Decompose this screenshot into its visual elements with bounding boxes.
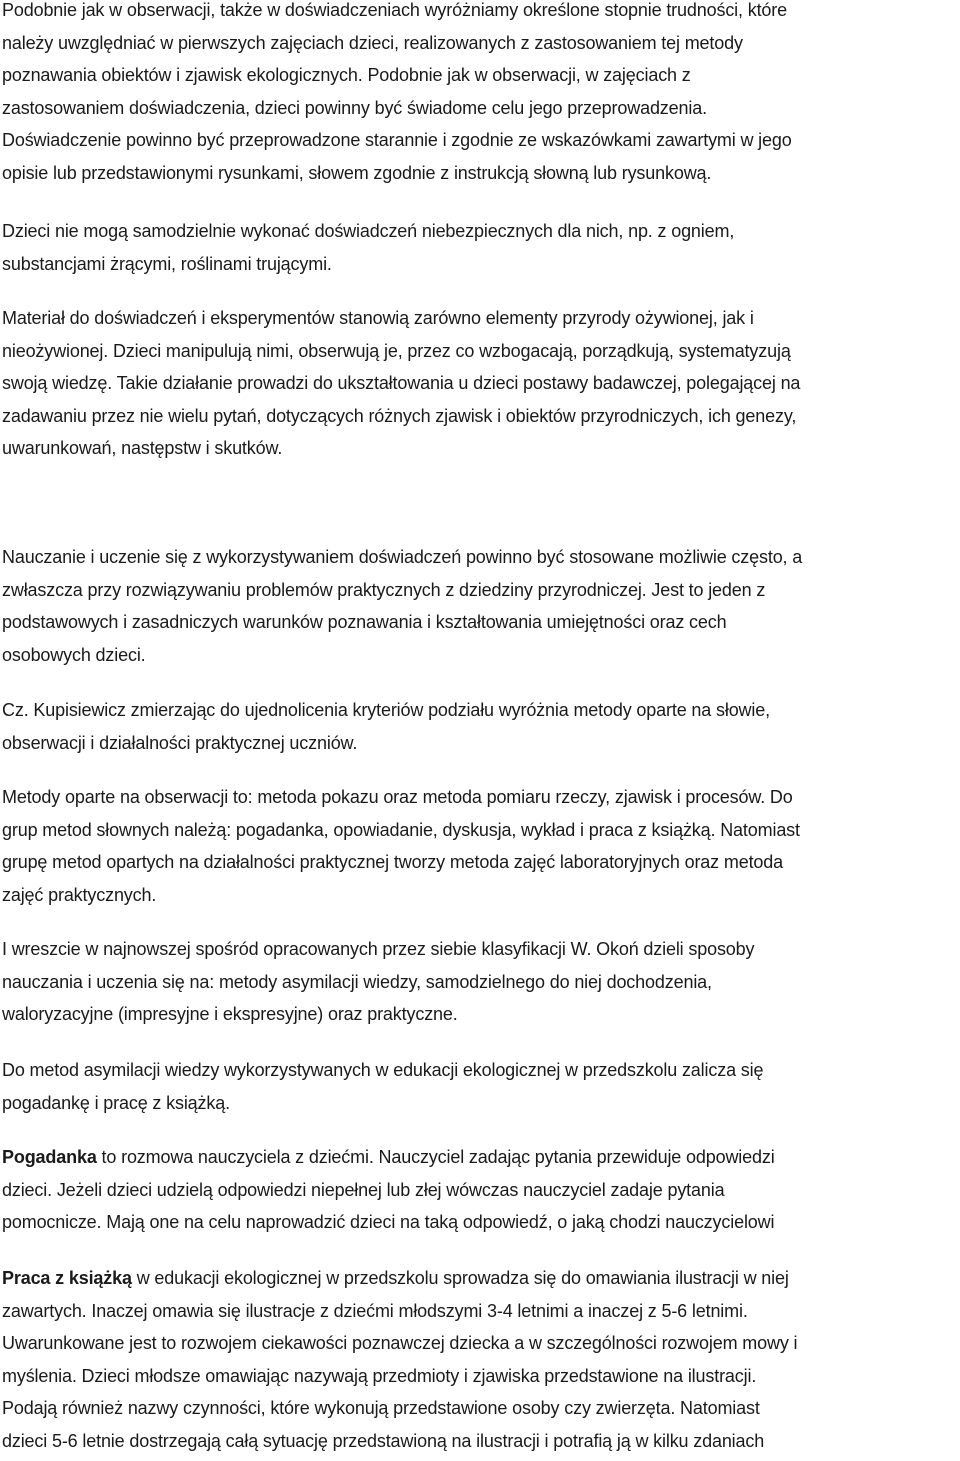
text-line: swoją wiedzę. Takie działanie prowadzi do ukształtowania u dzieci postawy badawczej, polegającej na: [2, 373, 801, 394]
paragraph-pogadanka: [2, 1141, 952, 1239]
text-line: Do metod asymilacji wiedzy wykorzystywanych w edukacji ekologicznej w przedszkolu zalicza się: [2, 1060, 764, 1080]
paragraph-assimilation-methods: [2, 1054, 952, 1119]
text-line: Dzieci nie mogą samodzielnie wykonać doświadczeń niebezpiecznych dla nich, np. z ogniem,: [2, 221, 735, 241]
text-line: Metody oparte na obserwacji to: metoda pokazu oraz metoda pomiaru rzeczy, zjawisk i procesów. Do: [2, 787, 793, 807]
text-line: grup metod słownych należą: pogadanka, opowiadanie, dyskusja, wykład i praca z książką. Natomiast: [2, 819, 800, 840]
text-line: zajęć praktycznych.: [2, 884, 157, 905]
text-line: Doświadczenie powinno być przeprowadzone starannie i zgodnie ze wskazówkami zawartymi w jego: [2, 130, 792, 151]
text-line: grupę metod opartych na działalności praktycznej tworzy metoda zajęć laboratoryjnych oraz metoda: [2, 852, 784, 873]
text-line: należy uwzględniać w pierwszych zajęciach dzieci, realizowanych z zastosowaniem tej metody: [2, 32, 743, 53]
text-line: dzieci 5-6 letnie dostrzegają całą sytuację przedstawioną na ilustracji i potrafią ją w kilku zdaniach: [2, 1430, 765, 1451]
text-line: Podobnie jak w obserwacji, także w doświadczeniach wyróżniamy określone stopnie trudności, które: [2, 0, 787, 20]
text-line: zastosowaniem doświadczenia, dzieci powinny być świadome celu jego przeprowadzenia.: [2, 97, 707, 118]
paragraph-experiment-difficulty: [2, 0, 952, 190]
text-run: w edukacji ekologicznej w przedszkolu sprowadza się do omawiania ilustracji w niej: [131, 1268, 789, 1288]
paragraph-teaching-with-experiments: [2, 541, 952, 671]
paragraph-kupisiewicz: [2, 694, 952, 759]
text-line: dzieci. Jeżeli dzieci udzielą odpowiedzi niepełnej lub złej wówczas nauczyciel zadaje pytania: [2, 1179, 725, 1200]
text-line: [2, 1141, 952, 1174]
paragraph-dangerous-experiments: [2, 215, 952, 280]
text-line: opisie lub przedstawionymi rysunkami, słowem zgodnie z instrukcją słowną lub rysunkową.: [2, 162, 712, 183]
text-line: nieożywionej. Dzieci manipulują nimi, obserwują je, przez co wzbogacają, porządkują, systematyzują: [2, 340, 791, 361]
text-line: I wreszcie w najnowszej spośród opracowanych przez siebie klasyfikacji W. Okoń dzieli sposoby: [2, 939, 755, 959]
text-line: pogadankę i pracę z książką.: [2, 1092, 230, 1113]
term-pogadanka: Pogadanka: [2, 1147, 97, 1167]
text-line: Materiał do doświadczeń i eksperymentów stanowią zarówno elementy przyrody ożywionej, jak i: [2, 308, 754, 328]
term-praca-z-ksiazka: Praca z książką: [2, 1268, 132, 1288]
text-line: substancjami żrącymi, roślinami trującymi.: [2, 253, 332, 274]
text-line: myślenia. Dzieci młodsze omawiając nazywają przedmioty i zjawiska przedstawione na ilustracji.: [2, 1365, 757, 1386]
text-line: obserwacji i działalności praktycznej uczniów.: [2, 732, 358, 753]
text-line: osobowych dzieci.: [2, 644, 146, 665]
text-line: zawartych. Inaczej omawia się ilustracje z dziećmi młodszymi 3-4 letnimi a inaczej z 5-6 letnimi.: [2, 1300, 748, 1321]
paragraph-okon-classification: [2, 933, 952, 1031]
text-line: zadawaniu przez nie wielu pytań, dotyczących różnych zjawisk i obiektów przyrodniczych, ich genezy,: [2, 405, 797, 426]
paragraph-method-groups: [2, 781, 952, 911]
text-line: zwłaszcza przy rozwiązywaniu problemów praktycznych z dziedziny przyrodniczej. Jest to jeden z: [2, 579, 766, 600]
text-line: Podają również nazwy czynności, które wykonują przedstawione osoby czy zwierzęta. Natomiast: [2, 1398, 760, 1419]
text-run: to rozmowa nauczyciela z dziećmi. Nauczyciel zadając pytania przewiduje odpowiedzi: [96, 1147, 775, 1167]
text-line: uwarunkowań, następstw i skutków.: [2, 438, 283, 459]
text-line: pomocnicze. Mają one na celu naprowadzić dzieci na taką odpowiedź, o jaką chodzi nauczycielowi: [2, 1212, 775, 1233]
text-line: Nauczanie i uczenie się z wykorzystywaniem doświadczeń powinno być stosowane możliwie często, a: [2, 547, 803, 567]
text-line: podstawowych i zasadniczych warunków poznawania i kształtowania umiejętności oraz cech: [2, 612, 727, 633]
text-line: waloryzacyjne (impresyjne i ekspresyjne) oraz praktyczne.: [2, 1004, 458, 1025]
text-line: nauczania i uczenia się na: metody asymilacji wiedzy, samodzielnego do niej dochodzenia,: [2, 971, 712, 992]
text-line: Cz. Kupisiewicz zmierzając do ujednolicenia kryteriów podziału wyróżnia metody oparte na słowie,: [2, 700, 770, 720]
text-line: Uwarunkowane jest to rozwojem ciekawości poznawczej dziecka a w szczególności rozwojem mowy i: [2, 1333, 798, 1354]
paragraph-experiment-material: [2, 302, 952, 465]
text-line: [2, 1262, 952, 1295]
paragraph-praca-z-ksiazka: [2, 1262, 952, 1458]
text-line: poznawania obiektów i zjawisk ekologicznych. Podobnie jak w obserwacji, w zajęciach z: [2, 65, 691, 86]
